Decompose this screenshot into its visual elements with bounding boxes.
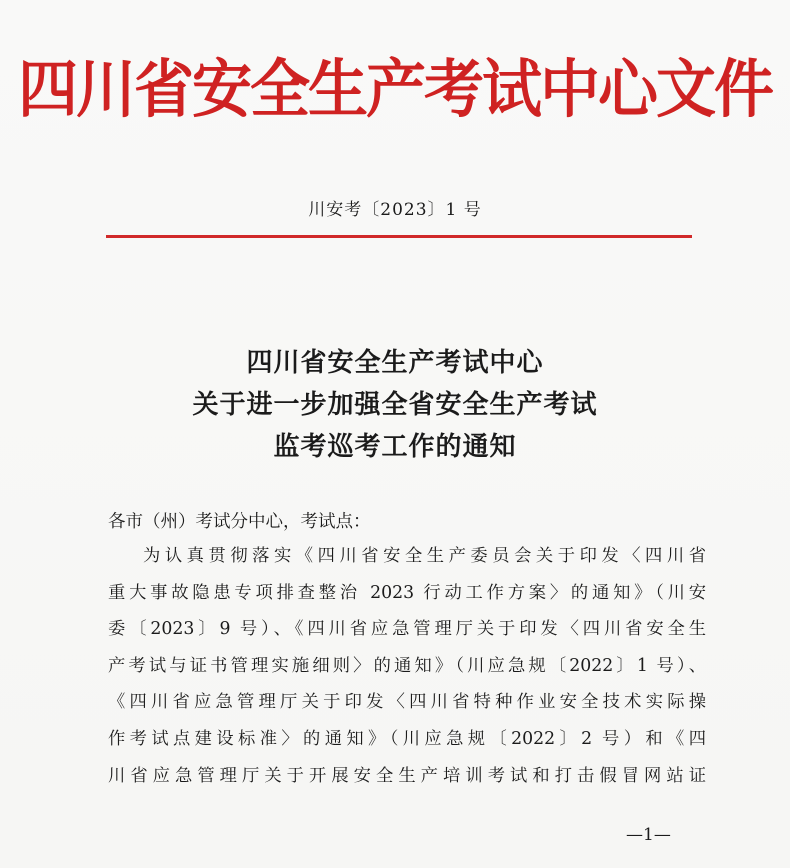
- body-paragraph: [108, 538, 708, 794]
- salutation: 各市（州）考试分中心，考试点：: [108, 512, 371, 532]
- notice-title-line: 关于进一步加强全省安全生产考试: [192, 390, 598, 420]
- body-line: 《四川省应急管理厅关于印发〈四川省特种作业安全技术实际操: [108, 692, 706, 713]
- page-number: —1—: [626, 825, 671, 845]
- notice-title-line: 监考巡考工作的通知: [273, 432, 517, 462]
- body-line: 为认真贯彻落实《四川省安全生产委员会关于印发〈四川省: [143, 546, 706, 566]
- header-divider: [106, 235, 692, 238]
- document-number: 川安考〔2023〕1 号: [308, 200, 482, 220]
- body-line: 作考试点建设标准〉的通知》（川应急规〔2022〕2 号）和《四: [108, 728, 706, 749]
- body-line: 委〔2023〕9 号）、《四川省应急管理厅关于印发〈四川省安全生: [108, 619, 706, 640]
- notice-title-line: 四川省安全生产考试中心: [246, 348, 544, 378]
- document-header-title: 四川省安全生产考试中心文件: [18, 53, 772, 127]
- body-line: 重大事故隐患专项排查整治 2023 行动工作方案〉的通知》（川安: [108, 582, 706, 603]
- body-line: 川省应急管理厅关于开展安全生产培训考试和打击假冒网站证: [108, 765, 706, 786]
- body-line: 产考试与证书管理实施细则〉的通知》（川应急规〔2022〕1 号）、: [108, 655, 706, 676]
- notice-title: [0, 342, 790, 468]
